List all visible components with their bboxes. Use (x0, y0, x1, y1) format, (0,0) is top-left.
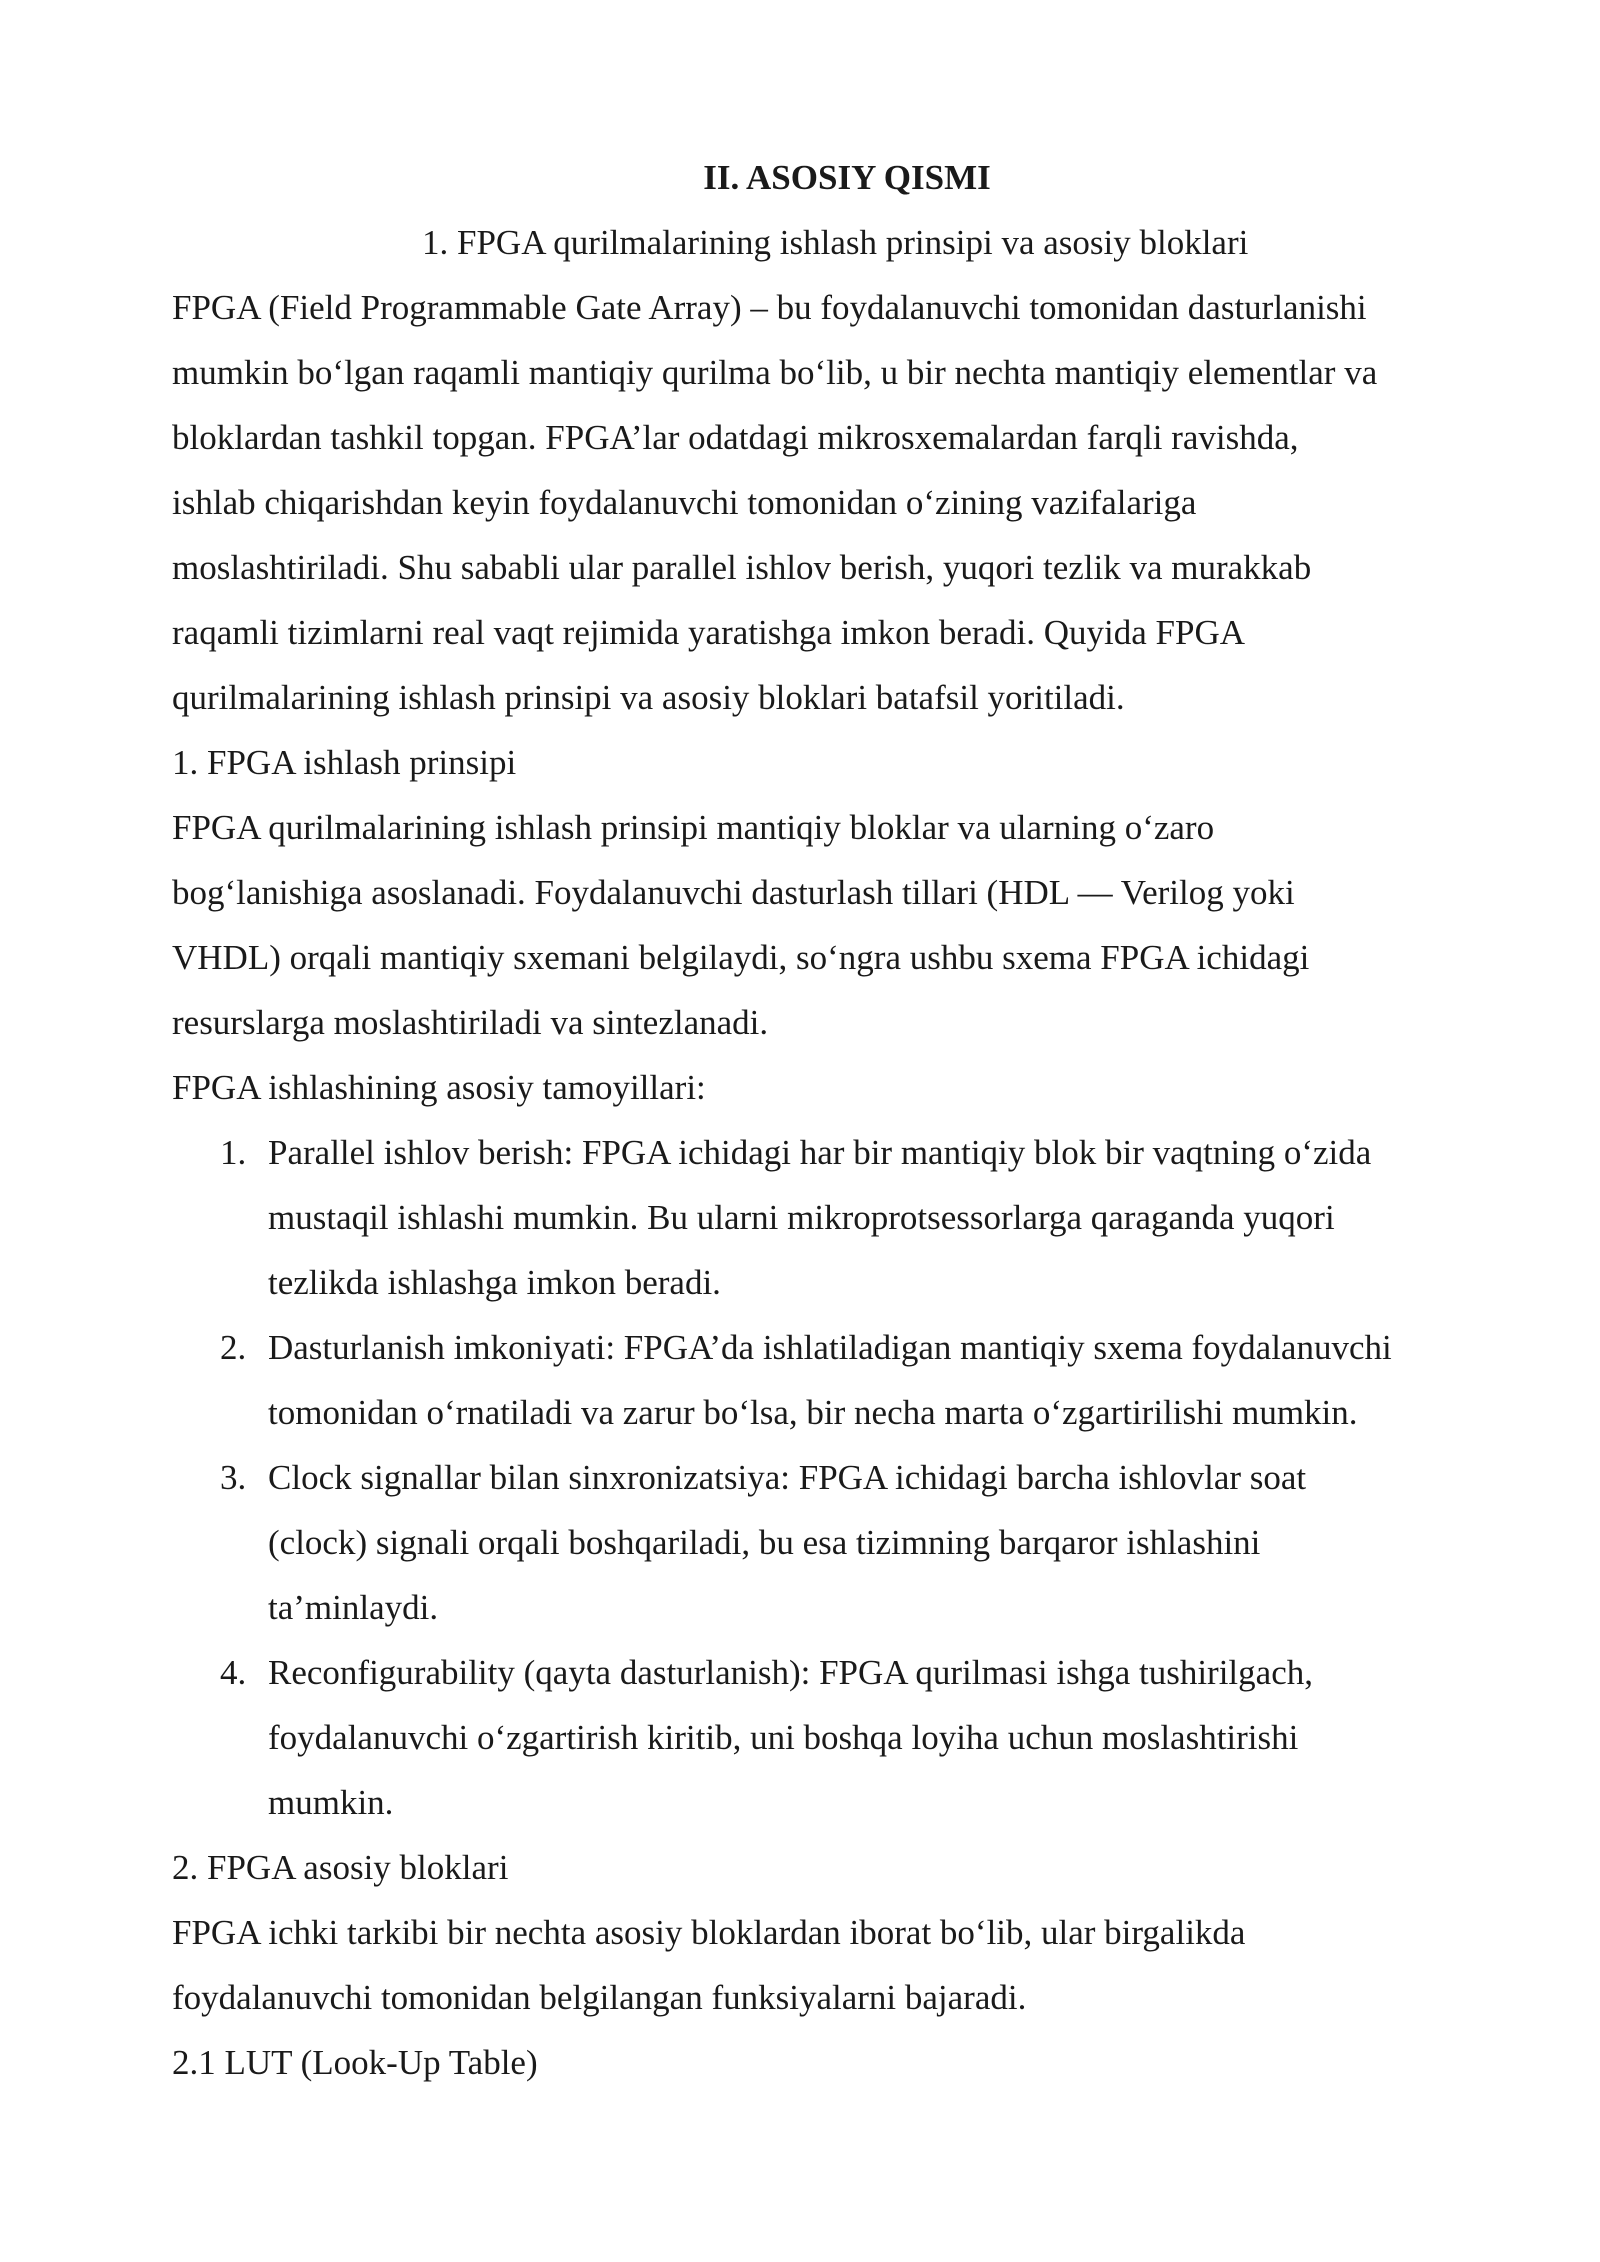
intro-line: mumkin bo‘lgan raqamli mantiqiy qurilma bo‘lib, u bir nechta mantiqiy elementlar va (172, 353, 1378, 392)
list-item-line: Clock signallar bilan sinxronizatsiya: FPGA ichidagi barcha ishlovlar soat (268, 1458, 1307, 1497)
list-number: 1. (220, 1133, 247, 1172)
list-item (172, 1315, 1492, 1445)
principle-line: FPGA qurilmalarining ishlash prinsipi mantiqiy bloklar va ularning o‘zaro (172, 808, 1215, 847)
principle-line: VHDL) orqali mantiqiy sxemani belgilaydi, so‘ngra ushbu sxema FPGA ichidagi (172, 938, 1310, 977)
page-title: II. ASOSIY QISMI (703, 158, 991, 197)
intro-line: moslashtiriladi. Shu sababli ular parallel ishlov berish, yuqori tezlik va murakkab (172, 548, 1312, 587)
intro-line: ishlab chiqarishdan keyin foydalanuvchi tomonidan o‘zining vazifalariga (172, 483, 1197, 522)
list-item-line: (clock) signali orqali boshqariladi, bu esa tizimning barqaror ishlashini (268, 1523, 1261, 1562)
section-heading-lut: 2.1 LUT (Look-Up Table) (172, 2043, 538, 2082)
list-item-line: Parallel ishlov berish: FPGA ichidagi har bir mantiqiy blok bir vaqtning o‘zida (268, 1133, 1372, 1172)
blocks-paragraph (172, 1900, 1492, 2030)
section-heading-principle: 1. FPGA ishlash prinsipi (172, 743, 517, 782)
list-item (172, 1445, 1492, 1640)
list-number: 2. (220, 1328, 247, 1367)
page-subtitle: 1. FPGA qurilmalarining ishlash prinsipi va asosiy bloklari (422, 223, 1249, 262)
principles-heading: FPGA ishlashining asosiy tamoyillari: (172, 1068, 706, 1107)
intro-paragraph (172, 275, 1492, 730)
list-number: 3. (220, 1458, 247, 1497)
intro-line: qurilmalarining ishlash prinsipi va asosiy bloklari batafsil yoritiladi. (172, 678, 1125, 717)
list-item (172, 1120, 1492, 1315)
blocks-line: foydalanuvchi tomonidan belgilangan funksiyalarni bajaradi. (172, 1978, 1027, 2017)
list-number: 4. (220, 1653, 247, 1692)
principle-line: resurslarga moslashtiriladi va sintezlanadi. (172, 1003, 769, 1042)
blocks-line: FPGA ichki tarkibi bir nechta asosiy bloklardan iborat bo‘lib, ular birgalikda (172, 1913, 1246, 1952)
document-page (172, 145, 1492, 2095)
list-item-line: ta’minlaydi. (268, 1588, 439, 1627)
principle-paragraph (172, 795, 1492, 1055)
list-item-line: tomonidan o‘rnatiladi va zarur bo‘lsa, bir necha marta o‘zgartirilishi mumkin. (268, 1393, 1358, 1432)
list-item-line: Dasturlanish imkoniyati: FPGA’da ishlatiladigan mantiqiy sxema foydalanuvchi (268, 1328, 1392, 1367)
list-item-line: Reconfigurability (qayta dasturlanish): FPGA qurilmasi ishga tushirilgach, (268, 1653, 1313, 1692)
list-item-line: foydalanuvchi o‘zgartirish kiritib, uni boshqa loyiha uchun moslashtirishi (268, 1718, 1299, 1757)
intro-line: bloklardan tashkil topgan. FPGA’lar odatdagi mikrosxemalardan farqli ravishda, (172, 418, 1299, 457)
list-item-line: tezlikda ishlashga imkon beradi. (268, 1263, 721, 1302)
list-item-line: mustaqil ishlashi mumkin. Bu ularni mikroprotsessorlarga qaraganda yuqori (268, 1198, 1335, 1237)
principles-list (172, 1120, 1492, 1835)
intro-line: FPGA (Field Programmable Gate Array) – bu foydalanuvchi tomonidan dasturlanishi (172, 288, 1367, 327)
list-item (172, 1640, 1492, 1835)
intro-line: raqamli tizimlarni real vaqt rejimida yaratishga imkon beradi. Quyida FPGA (172, 613, 1246, 652)
principle-line: bog‘lanishiga asoslanadi. Foydalanuvchi dasturlash tillari (HDL — Verilog yoki (172, 873, 1295, 912)
section-heading-blocks: 2. FPGA asosiy bloklari (172, 1848, 509, 1887)
list-item-line: mumkin. (268, 1783, 394, 1822)
